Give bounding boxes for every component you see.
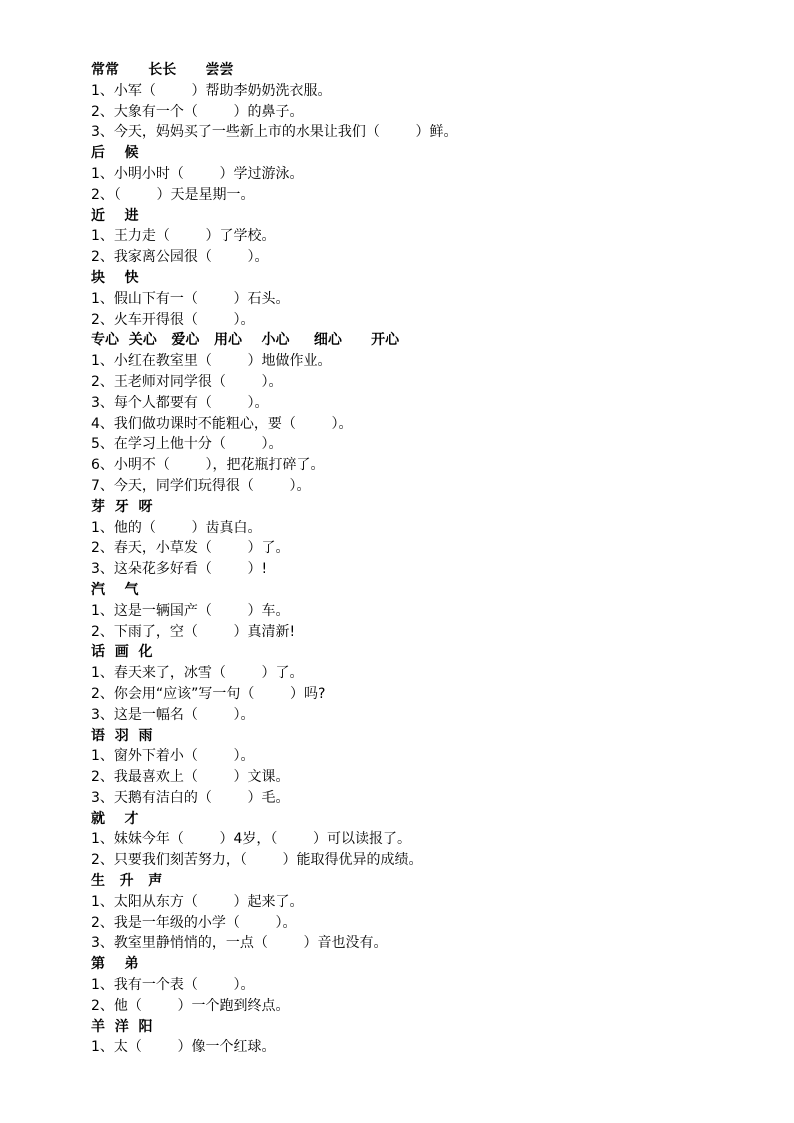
section-heading: 专心 关心 爱心 用心 小心 细心 开心 [91,332,400,349]
section-heading: 常常 长长 尝尝 [91,62,234,78]
exercise-item: 6、小明不（ ），把花瓶打碎了。 [91,457,325,474]
exercise-item: 3、这是一幅名（ ）。 [91,706,255,723]
exercise-item: 2、我是一年级的小学（ ）。 [91,914,297,931]
exercise-item: 3、教室里静悄悄的，一点（ ）音也没有。 [91,935,388,952]
section-heading: 近 进 [91,207,139,224]
exercise-item: 2、春天，小草发（ ）了。 [91,540,290,557]
exercise-item: 1、我有一个表（ ）。 [91,977,255,994]
exercise-item: 2、他（ ）一个跑到终点。 [91,997,290,1014]
section-heading: 话 画 化 [91,644,153,661]
exercise-item: 3、天鹅有洁白的（ ）毛。 [91,789,290,806]
exercise-item: 7、今天，同学们玩得很（ ）。 [91,477,311,494]
exercise-item: 1、窗外下着小（ ）。 [91,748,255,765]
exercise-item: 2、你会用“应该”写一句（ ）吗? [91,685,326,702]
exercise-item: 2、我家离公园很（ ）。 [91,249,269,266]
worksheet-page [91,60,751,1058]
exercise-item: 1、春天来了，冰雪（ ）了。 [91,665,304,682]
section-heading: 语 羽 雨 [91,727,153,744]
exercise-item: 1、小明小时（ ）学过游泳。 [91,165,304,182]
exercise-item: 4、我们做功课时不能粗心，要（ ）。 [91,415,353,432]
exercise-item: 1、王力走（ ）了学校。 [91,228,276,245]
section-heading: 后 候 [91,145,139,162]
section-heading: 芽 牙 呀 [91,498,153,515]
exercise-item: 1、他的（ ）齿真白。 [91,519,262,536]
exercise-item: 1、太阳从东方（ ）起来了。 [91,893,304,910]
section-heading: 就 才 [91,810,139,827]
exercise-item: 2、火车开得很（ ）。 [91,311,255,328]
section-heading: 汽 气 [91,581,139,598]
exercise-item: 1、小军（ ）帮助李奶奶洗衣服。 [91,82,332,99]
exercise-item: 5、在学习上他十分（ ）。 [91,436,283,453]
exercise-item: 2、我最喜欢上（ ）文课。 [91,769,290,786]
exercise-item: 1、妹妹今年（ ）4岁，（ ）可以读报了。 [91,831,412,848]
exercise-item: 2、下雨了，空（ ）真清新! [91,623,296,640]
section-heading: 生 升 声 [91,873,163,890]
exercise-item: 2、大象有一个（ ）的鼻子。 [91,103,304,120]
exercise-item: 1、这是一辆国产（ ）车。 [91,602,290,619]
exercise-item: 1、太（ ）像一个红球。 [91,1039,276,1056]
exercise-item: 2、（ ）天是星期一。 [91,186,255,203]
exercise-item: 3、这朵花多好看（ ）! [91,561,268,578]
exercise-item: 1、假山下有一（ ）石头。 [91,290,290,307]
exercise-item: 3、每个人都要有（ ）。 [91,394,269,411]
exercise-item: 2、王老师对同学很（ ）。 [91,373,283,390]
section-heading: 羊 洋 阳 [91,1018,153,1035]
exercise-item: 3、今天，妈妈买了一些新上市的水果让我们（ ）鲜。 [91,124,458,141]
section-heading: 第 弟 [91,956,139,973]
exercise-item: 2、只要我们刻苦努力，（ ）能取得优异的成绩。 [91,852,423,869]
exercise-item: 1、小红在教室里（ ）地做作业。 [91,353,332,370]
section-heading: 块 快 [91,269,139,286]
